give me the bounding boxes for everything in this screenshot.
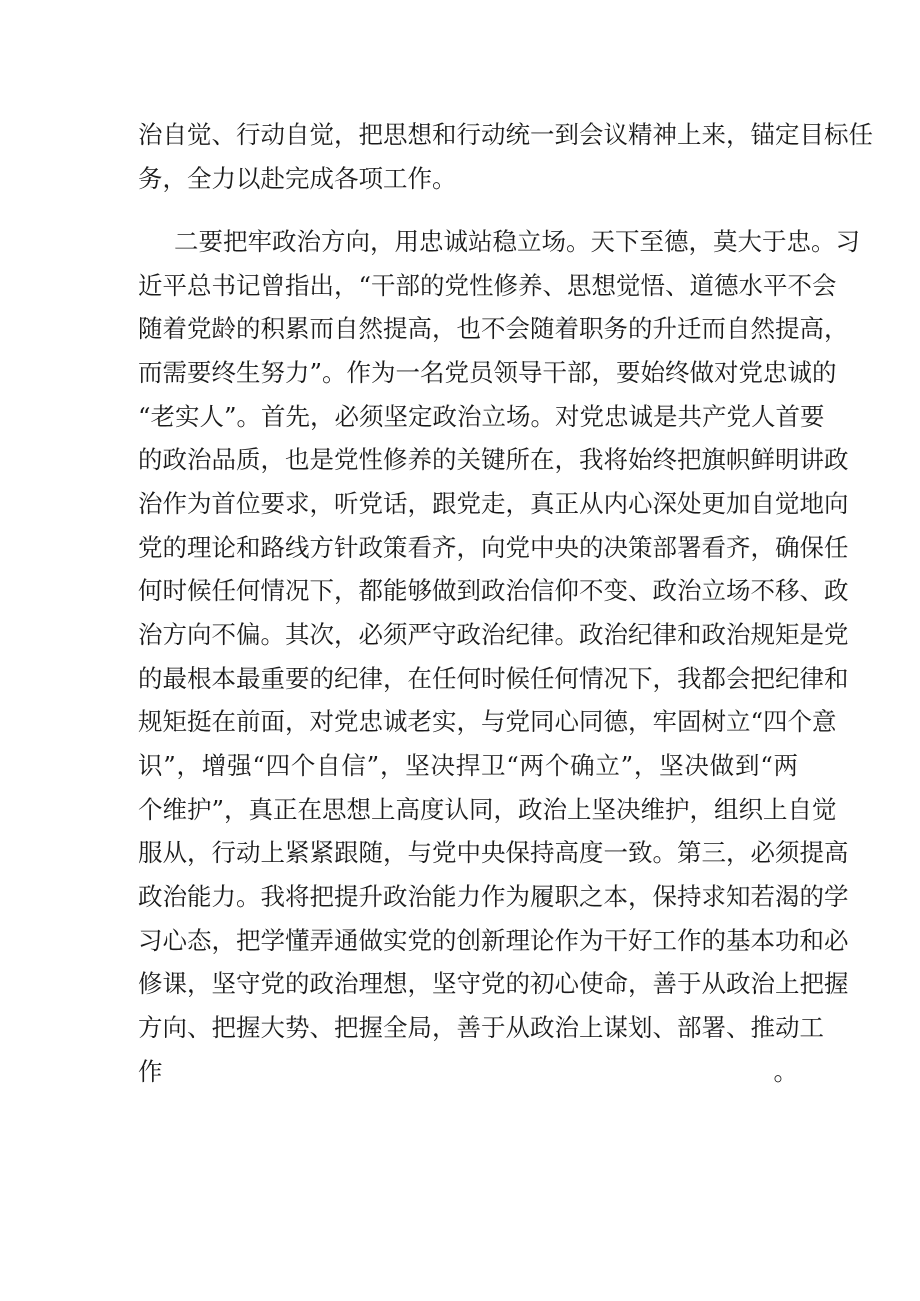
paragraph-2-line-17: 习心态，把学懂弄通做实党的创新理论作为干好工作的基本功和必	[138, 926, 849, 955]
paragraph-2-line-1: 二要把牢政治方向，用忠诚站稳立场。天下至德，莫大于忠。习	[174, 227, 860, 256]
paragraph-2-line-15: 服从，行动上紧紧跟随，与党中央保持高度一致。第三，必须提高	[138, 838, 849, 867]
paragraph-2-line-19: 方向、把握大势、把握全局，善于从政治上谋划、部署、推动工	[138, 1013, 824, 1042]
paragraph-2-line-3: 随着党龄的积累而自然提高，也不会随着职务的升迁而自然提高，	[138, 314, 849, 343]
paragraph-2-line-5: “老实人”。首先，必须坚定政治立场。对党忠诚是共产党人首要	[138, 402, 825, 431]
paragraph-2-line-10: 治方向不偏。其次，必须严守政治纪律。政治纪律和政治规矩是党	[138, 620, 849, 649]
paragraph-2-line-11: 的最根本最重要的纪律，在任何时候任何情况下，我都会把纪律和	[138, 664, 849, 693]
paragraph-2-line-7: 治作为首位要求，听党话，跟党走，真正从内心深处更加自觉地向	[138, 489, 849, 518]
paragraph-2-line-8: 党的理论和路线方针政策看齐，向党中央的决策部署看齐，确保任	[138, 533, 849, 562]
paragraph-2-line-16: 政治能力。我将把提升政治能力作为履职之本，保持求知若渴的学	[138, 882, 849, 911]
paragraph-1-line-1: 治自觉、行动自觉，把思想和行动统一到会议精神上来，锚定目标任	[138, 120, 873, 149]
paragraph-2-line-12: 规矩挺在前面，对党忠诚老实，与党同心同德，牢固树立“四个意	[138, 707, 837, 736]
paragraph-2-line-14: 个维护”，真正在思想上高度认同，政治上坚决维护，组织上自觉	[138, 795, 837, 824]
paragraph-2-line-13: 识”，增强“四个自信”，坚决捍卫“两个确立”，坚决做到“两	[138, 751, 798, 780]
paragraph-1-line-2: 务，全力以赴完成各项工作。	[138, 164, 457, 193]
paragraph-2-line-9: 何时候任何情况下，都能够做到政治信仰不变、政治立场不移、政	[138, 576, 849, 605]
paragraph-2-line-4: 而需要终生努力”。作为一名党员领导干部，要始终做对党忠诚的	[138, 358, 837, 387]
paragraph-2-line-6: 的政治品质，也是党性修养的关键所在，我将始终把旗帜鲜明讲政	[138, 445, 849, 474]
paragraph-2-line-20: 作。	[138, 1057, 798, 1086]
paragraph-2-line-2: 近平总书记曾指出，“干部的党性修养、思想觉悟、道德水平不会	[138, 271, 837, 300]
paragraph-2-line-21	[138, 1094, 798, 1138]
paragraph-2-line-18: 修课，坚守党的政治理想，坚守党的初心使命，善于从政治上把握	[138, 969, 849, 998]
